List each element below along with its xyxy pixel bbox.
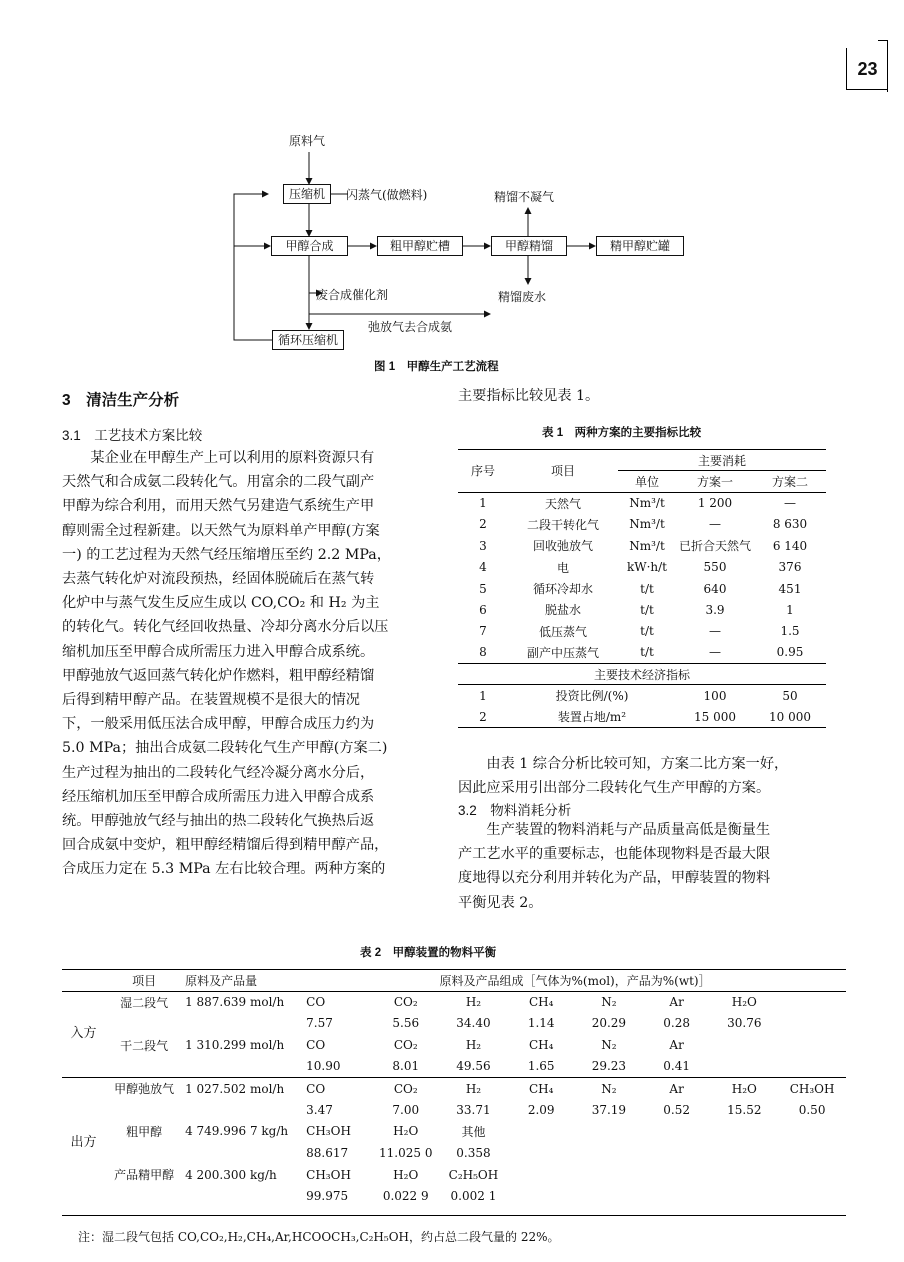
table2-value [507,1185,575,1207]
table2-note: 注：湿二段气包括 CO,CO₂,H₂,CH₄,Ar,HCOOCH₃,C₂H₅OH，约占总二段气量的 22%。 [78,1230,560,1244]
body-line: 下，一般采用低压法合成甲醇，甲醇合成压力约为 [62,716,375,733]
subsection-3-2-title: 3.2 物料消耗分析 [458,803,572,818]
table1-cell: 脱盐水 [544,603,581,618]
flash-steam-label: 闪蒸气(做燃料) [346,188,428,202]
subsection-3-1-body [62,446,440,882]
table2-component: CO [306,995,326,1010]
body-line: 统。甲醇弛放气经与抽出的热二段转化气换热后返 [62,813,375,830]
table2-body [62,991,846,1207]
body-line: 缩机加压至甲醇合成所需压力进入甲醇合成系统。 [62,643,375,660]
table2-value: 88.617 [306,1146,349,1161]
body-line: 醇则需全过程新建。以天然气为原料单产甲醇(方案 [62,522,380,539]
table1-cell: 天然气 [544,496,581,511]
body-line: 甲醇为综合利用，而用天然气另建造气系统生产甲 [62,498,375,515]
table1-row [458,535,826,556]
table2-component: CH₄ [528,995,554,1010]
rectification-box: 甲醇精馏 [491,236,567,256]
conclusion-line-1: 由表 1 综合分析比较可知，方案二比方案一好， [486,756,789,772]
table2-component [778,991,846,1013]
table1-cell: 1.5 [780,624,800,639]
table2-value [575,1185,643,1207]
table1-cell: 6 140 [772,538,808,553]
table1-cell: 副产中压蒸气 [526,645,599,660]
table2-bottom-rule [62,1215,846,1216]
table2-stream-amount: 1 310.299 mol/h [185,1038,285,1053]
table2-value: 10.90 [306,1059,341,1074]
table1-tech-row [458,706,826,727]
table2-value [710,1056,778,1078]
table1-tech-cell: 1 [479,688,487,703]
body-line: 生产过程为抽出的二段转化气经冷凝分离水分后， [62,764,375,781]
table2-component: CH₃OH [306,1124,351,1139]
subsection-3-1-title: 3.1 工艺技术方案比较 [62,428,203,443]
table2-component [575,1164,643,1186]
table2-component: N₂ [601,995,617,1010]
table2-stream-name: 湿二段气 [120,995,169,1010]
table1-cell: — [709,645,721,660]
table2-component [710,1164,778,1186]
table1-header-plan2: 方案二 [771,475,808,490]
table2-value: 29.23 [591,1059,627,1074]
table2-component: 其他 [461,1124,486,1139]
table2-component: H₂O [393,1167,419,1182]
table2-component: CH₃OH [789,1081,835,1096]
sub2-line-2: 产工艺水平的重要标志，也能体现物料是否最大限 [458,846,771,863]
table1-caption: 表 1 两种方案的主要指标比较 [542,427,702,439]
table1-cell: — [709,517,721,532]
table1-cell: 6 [479,602,487,617]
table2-row [62,1121,846,1143]
table1-row [458,621,826,642]
table1-cell: 550 [703,560,727,575]
table2-value: 3.47 [306,1102,333,1117]
table1-cell: t/t [640,602,654,617]
table2-component: H₂ [465,1038,482,1053]
table1-cell: 回收弛放气 [532,539,593,554]
table2-stream-amount: 4 200.300 kg/h [185,1167,277,1182]
table2-value: 34.40 [456,1016,491,1031]
body-line: 去蒸气转化炉对流段预热，经固体脱硫后在蒸气转 [62,571,375,588]
table2-component: CO₂ [393,995,418,1010]
body-line: 5.0 MPa；抽出合成氨二段转化气生产甲醇(方案二) [62,740,388,757]
table2-value: 30.76 [727,1016,762,1031]
conclusion-paragraph [458,752,838,800]
table2-component: C₂H₅OH [448,1167,499,1182]
table1-header-group: 主要消耗 [618,450,826,471]
right-intro-line [458,384,838,408]
table1-cell: t/t [640,645,654,660]
table2-header-composition: 原料及产品组成［气体为%(mol)，产品为%(wt)］ [439,973,711,988]
table1-cell: 7 [479,624,487,639]
table1-tech-cell: 装置占地/m² [557,710,627,725]
body-line: 经压缩机加压至甲醇合成所需压力进入甲醇合成系 [62,788,375,805]
sub2-line-4: 平衡见表 2。 [458,894,543,911]
table2-component: Ar [669,1081,684,1096]
body-line: 天然气和合成氨二段转化气。用富余的二段气副产 [62,474,375,491]
table1-cell: 640 [703,581,727,596]
compressor-box: 压缩机 [283,184,331,204]
non-condensable-label: 精馏不凝气 [494,190,555,204]
spent-catalyst-label: 废合成催化剂 [316,288,389,302]
table2-component: H₂O [393,1124,419,1139]
table1-tech-row [458,685,826,706]
table2 [62,969,846,1207]
body-line: 合成压力定在 5.3 MPa 左右比较合理。两种方案的 [62,861,386,878]
table1-tech-cell: 投资比例/(%) [555,689,629,704]
table2-component: Ar [669,995,684,1010]
table2-component: CO₂ [393,1038,418,1053]
table1-header-no: 序号 [470,464,495,479]
table1-cell: 电 [556,560,569,575]
table2-stream-name: 甲醇弛放气 [114,1082,175,1097]
table1-tech-body [458,685,826,728]
table2-component [710,1034,778,1056]
waste-water-label: 精馏废水 [498,290,547,304]
table1-cell: 451 [778,581,802,596]
table2-value: 0.50 [798,1102,826,1117]
table2-value: 33.71 [456,1102,491,1117]
table2-caption: 表 2 甲醇装置的物料平衡 [360,947,497,959]
table2-value [575,1142,643,1164]
conclusion-line-2: 因此应采用引出部分二段转化气生产甲醇的方案。 [458,780,771,797]
table2-component [507,1121,575,1143]
table1-tech-cell: 50 [782,688,798,703]
table2-component: CO [306,1038,326,1053]
sub2-line-1: 生产装置的物料消耗与产品质量高低是衡量生 [486,822,771,838]
purge-gas-label: 弛放气去合成氨 [368,320,453,334]
table1-cell: kW·h/t [626,560,667,575]
table2-component: H₂ [465,995,482,1010]
table2-value: 0.358 [456,1146,491,1161]
table2-value [710,1142,778,1164]
recycle-compressor-box: 循环压缩机 [272,330,344,350]
table1-cell: 低压蒸气 [538,624,587,639]
table2-component [778,1034,846,1056]
table2-component: CH₄ [528,1081,554,1096]
table2-component: CO [306,1081,326,1096]
table1-cell: 3.9 [705,602,725,617]
table2-value [710,1185,778,1207]
table1-cell: t/t [640,581,654,596]
table2-value: 37.19 [591,1102,627,1117]
table2-component [710,1121,778,1143]
table2-stream-name: 粗甲醇 [126,1124,163,1139]
table1-cell: 376 [778,560,802,575]
table1-cell: 1 [479,496,487,511]
table2-component: CH₃OH [306,1167,351,1182]
table1-cell: t/t [640,624,654,639]
product-tank-box: 精甲醇贮罐 [596,236,684,256]
table2-value: 49.56 [456,1059,491,1074]
table2-value [778,1056,846,1078]
table1-cell: Nm³/t [629,517,665,532]
table2-value [778,1013,846,1035]
table2-component [575,1121,643,1143]
body-line: 的转化气。转化气经回收热量、冷却分离水分后以压 [62,619,389,636]
table1-cell: 2 [479,517,487,532]
table2-value: 8.01 [392,1059,420,1074]
table1-tech-cell: 10 000 [769,709,811,724]
table1-cell: — [709,624,721,639]
table1-cell: 8 [479,645,487,660]
table2-value [643,1185,711,1207]
table2-header-item: 项目 [132,973,157,988]
body-line: 一) 的工艺过程为天然气经压缩增压至约 2.2 MPa， [62,546,391,563]
table1-cell: Nm³/t [629,538,665,553]
table2-header-amount: 原料及产品量 [185,973,258,988]
table2-stream-name: 干二段气 [120,1038,169,1053]
table1-row [458,599,826,620]
table2-value: 7.00 [392,1102,420,1117]
table2-component: Ar [669,1038,684,1053]
table1-header-plan1: 方案一 [696,475,733,490]
table1-tech-cell: 15 000 [694,709,736,724]
table2-row [62,1077,846,1099]
table2-row [62,1185,846,1207]
body-line: 某企业在甲醇生产上可以利用的原料资源只有 [90,450,375,466]
table2-stream-amount: 1 027.502 mol/h [185,1081,285,1096]
table2-component [778,1121,846,1143]
section-title: 3 清洁生产分析 [62,392,180,409]
table1-tech-header: 主要技术经济指标 [593,667,690,682]
table2-row [62,1099,846,1121]
table2-stream-amount: 1 887.639 mol/h [185,995,285,1010]
table2-component [643,1121,711,1143]
table1-cell: 0.95 [776,645,804,660]
table2-component [507,1164,575,1186]
table2-value: 1.65 [527,1059,555,1074]
table2-value [643,1142,711,1164]
table2-component: H₂ [465,1081,482,1096]
table2-stream-amount: 4 749.996 7 kg/h [185,1124,289,1139]
table2-value: 0.002 1 [450,1189,497,1204]
page-number: 23 [846,48,888,90]
table1-cell: — [784,496,796,511]
table1-cell: 4 [479,560,487,575]
table1-row [458,556,826,577]
table1-cell: 5 [479,581,487,596]
body-line: 回合成氨中变炉，粗甲醇经精馏后得到精甲醇产品， [62,837,389,854]
table1-row [458,492,826,513]
crude-tank-box: 粗甲醇贮槽 [377,236,463,256]
table2-value: 11.025 0 [379,1146,433,1161]
subsection-3-2-body [458,818,838,915]
body-line: 甲醇弛放气返回蒸气转化炉作燃料，粗甲醇经精馏 [62,667,375,684]
table2-component: CH₄ [528,1038,554,1053]
table2-component: N₂ [601,1038,617,1053]
table2-value: 7.57 [306,1016,333,1031]
table1-cell: 1 200 [697,496,733,511]
table2-component: N₂ [601,1081,617,1096]
table2-value: 5.56 [392,1016,420,1031]
table1-row [458,514,826,535]
table2-value: 20.29 [591,1016,627,1031]
table2-row [62,1164,846,1186]
table1-cell: 1 [786,602,794,617]
table2-value: 99.975 [306,1189,349,1204]
table1-cell: 已折合天然气 [678,539,751,554]
table1-cell: Nm³/t [629,496,665,511]
table2-row [62,1034,846,1056]
table2-value: 0.52 [663,1102,690,1117]
table1-cell: 二段干转化气 [526,517,599,532]
table2-component: CO₂ [393,1081,418,1096]
table2-component [778,1164,846,1186]
table1-cell: 循环冷却水 [532,582,593,597]
table2-value: 0.28 [663,1016,690,1031]
table2-value [507,1142,575,1164]
table1-header-unit: 单位 [634,475,659,490]
table2-component [643,1164,711,1186]
table2-value [778,1142,846,1164]
table2-group-label: 入方 [70,1026,97,1042]
table2-row [62,1056,846,1078]
table2-value: 0.022 9 [382,1189,429,1204]
table2-value: 15.52 [727,1102,762,1117]
right-intro-text: 主要指标比较见表 1。 [458,388,600,404]
sub2-line-3: 度地得以充分利用并转化为产品，甲醇装置的物料 [458,870,771,887]
body-line: 后得到精甲醇产品。在装置规模不是很大的情况 [62,692,360,709]
table1-body [458,492,826,663]
table1 [458,449,826,728]
table1-header-item: 项目 [550,464,575,479]
table2-stream-name: 产品精甲醇 [114,1168,175,1183]
table1-tech-cell: 100 [703,688,727,703]
table1-cell: 3 [479,538,487,553]
table1-row [458,578,826,599]
table2-value: 1.14 [527,1016,555,1031]
table2-value: 2.09 [527,1102,555,1117]
synthesis-box: 甲醇合成 [271,236,348,256]
raw-gas-label: 原料气 [289,134,326,148]
table2-component: H₂O [731,1081,757,1096]
figure-caption: 图 1 甲醇生产工艺流程 [374,361,499,373]
table1-row [458,642,826,663]
table2-group-label: 出方 [70,1134,97,1150]
table2-row [62,991,846,1013]
table1-cell: 8 630 [772,517,808,532]
table2-value: 0.41 [663,1059,690,1074]
table2-row [62,1142,846,1164]
table2-row [62,1013,846,1035]
body-line: 化炉中与蒸气发生反应生成以 CO,CO₂ 和 H₂ 为主 [62,595,380,612]
table1-tech-cell: 2 [479,709,487,724]
table2-value [778,1185,846,1207]
table2-component: H₂O [731,995,757,1010]
